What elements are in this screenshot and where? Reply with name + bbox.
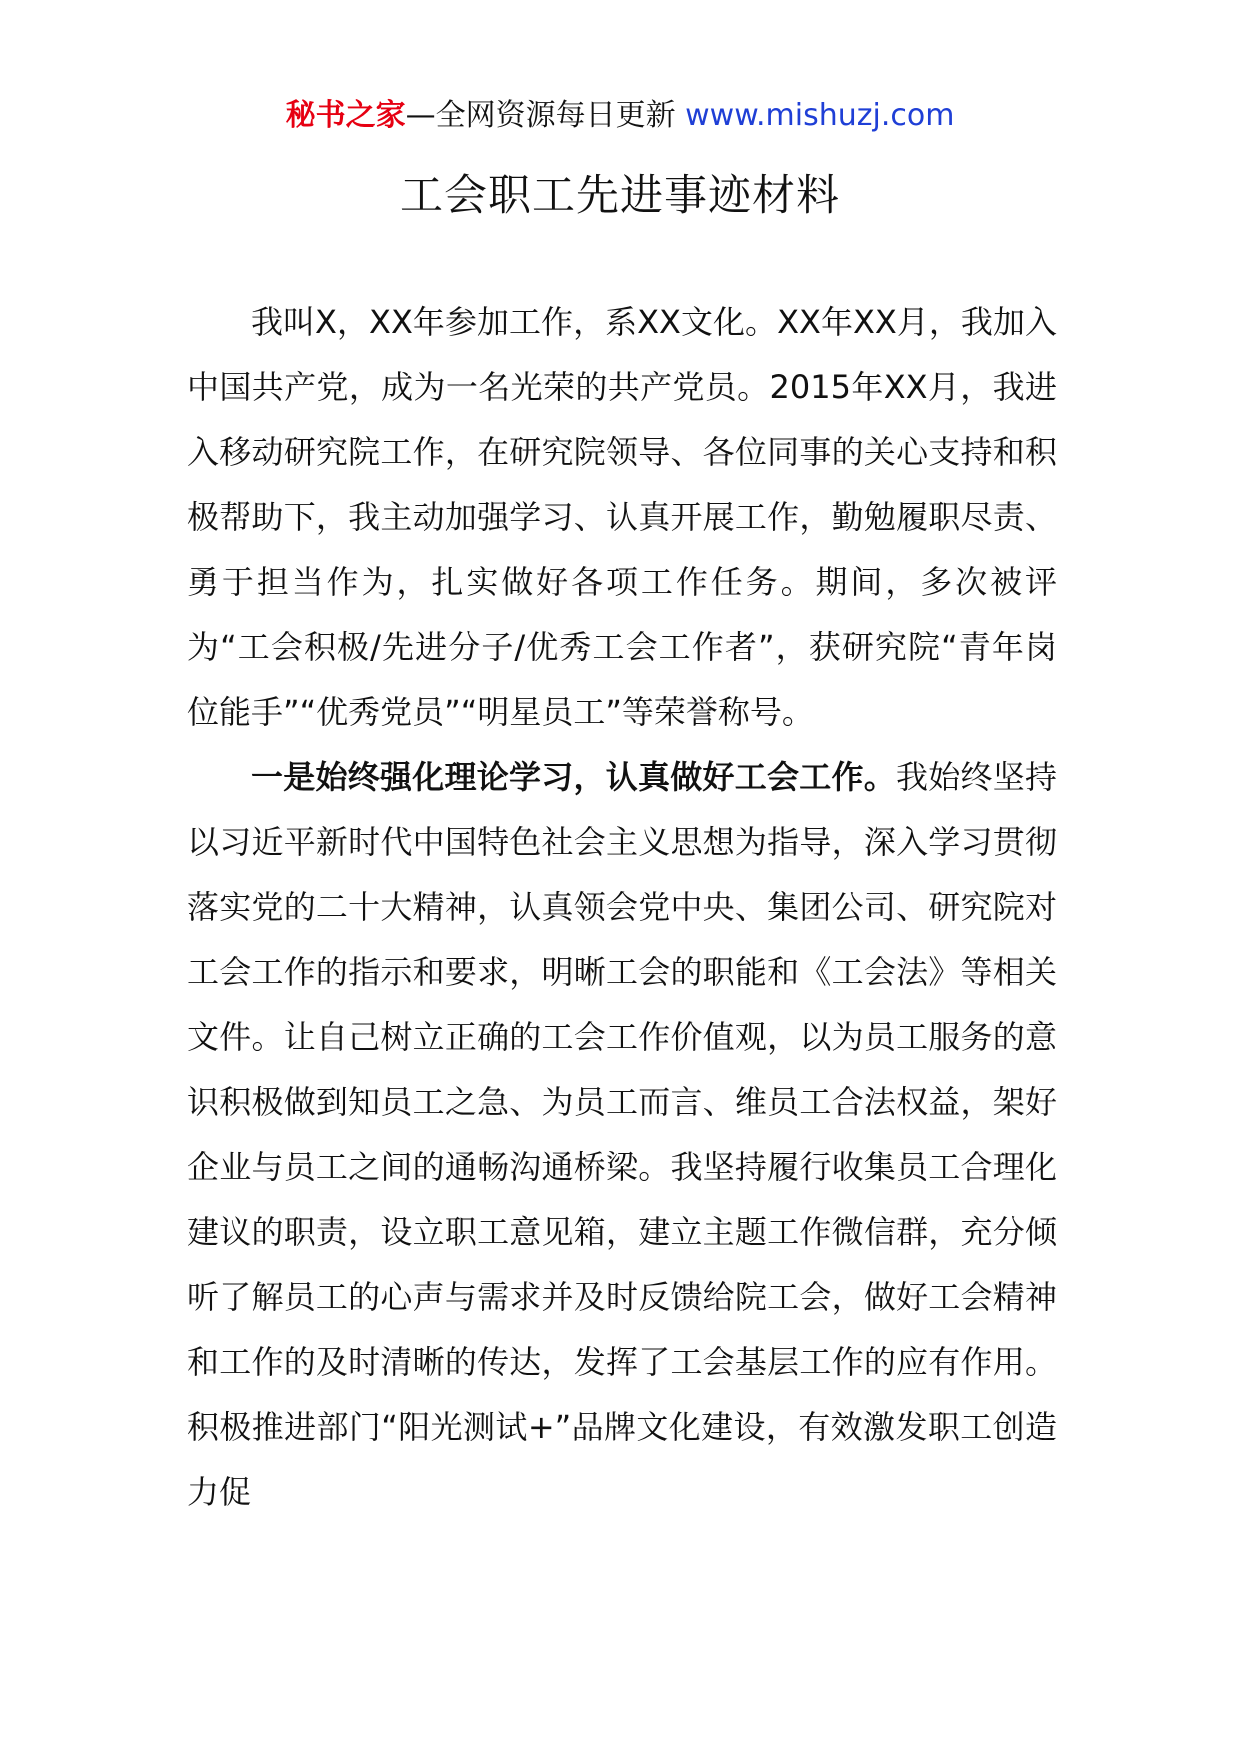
document-body: [187, 290, 1057, 1525]
paragraph-text: 我叫X，XX年参加工作，系XX文化。XX年XX月，我加入中国共产党，成为一名光荣的共产党员。2015年XX月，我进入移动研究院工作，在研究院领导、各位同事的关心支持和积极帮助下，我主动加强学习、认真开展工作，勤勉履职尽责、勇于担当作为，扎实做好各项工作任务。期间，多次被评为“工会积极/先进分子/优秀工会工作者”，获研究院“青年岗位能手”“优秀党员”“明星员工”等荣誉称号。: [187, 303, 1057, 731]
header-tagline: —全网资源每日更新: [405, 98, 676, 133]
site-url-link[interactable]: www.mishuzj.com: [685, 98, 955, 133]
brand-name: 秘书之家: [285, 98, 406, 133]
paragraph-lead: 一是始终强化理论学习，认真做好工会工作。: [251, 758, 896, 796]
site-header: [0, 96, 1240, 136]
paragraph-theory-study: [187, 745, 1057, 1525]
paragraph-intro: [187, 290, 1057, 745]
paragraph-text: 我始终坚持以习近平新时代中国特色社会主义思想为指导，深入学习贯彻落实党的二十大精神，认真领会党中央、集团公司、研究院对工会工作的指示和要求，明晰工会的职能和《工会法》等相关文件。让自己树立正确的工会工作价值观，以为员工服务的意识积极做到知员工之急、为员工而言、维员工合法权益，架好企业与员工之间的通畅沟通桥梁。我坚持履行收集员工合理化建议的职责，设立职工意见箱，建立主题工作微信群，充分倾听了解员工的心声与需求并及时反馈给院工会，做好工会精神和工作的及时清晰的传达，发挥了工会基层工作的应有作用。积极推进部门“阳光测试+”品牌文化建设，有效激发职工创造力促: [187, 758, 1057, 1511]
document-title: 工会职工先进事迹材料: [400, 171, 840, 221]
